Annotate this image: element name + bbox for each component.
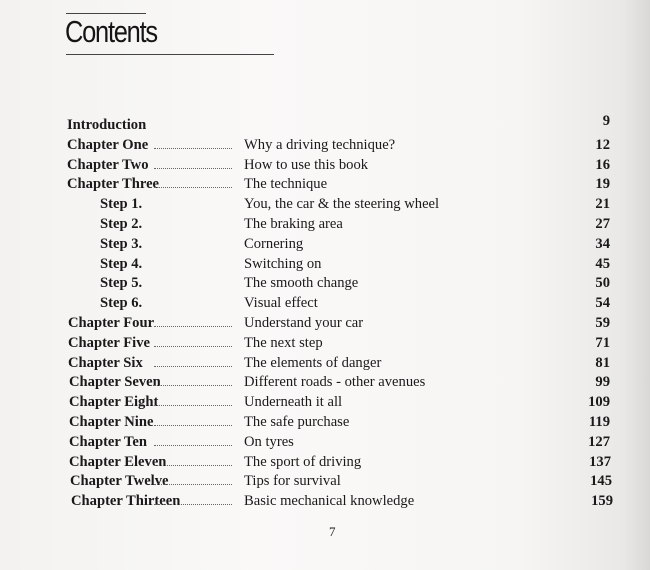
- toc-entry-title: The safe purchase: [244, 413, 350, 430]
- toc-entry-label: Chapter Five: [68, 334, 151, 351]
- toc-entry: [0, 472, 650, 492]
- toc-entry-page: 50: [595, 275, 610, 292]
- toc-entry-page: 99: [595, 374, 610, 391]
- toc-entry-label: Step 3.: [100, 235, 143, 252]
- toc-entry: [0, 314, 650, 334]
- dot-leader: [154, 445, 232, 446]
- toc-entry-title: Cornering: [244, 235, 304, 252]
- toc-entry-label: Chapter Twelve: [70, 473, 169, 490]
- toc-entry-label: Introduction: [67, 117, 147, 133]
- toc-entry-title: The braking area: [244, 215, 343, 232]
- toc-entry: [0, 492, 650, 512]
- toc-entry: [0, 354, 650, 374]
- toc-entry-title: The technique: [244, 176, 328, 193]
- toc-entry-title: The smooth change: [244, 275, 359, 292]
- toc-entry-label: Step 1.: [100, 196, 143, 213]
- dot-leader: [154, 326, 232, 327]
- dot-leader: [154, 148, 232, 149]
- toc-entry-label: Step 6.: [100, 295, 143, 312]
- toc-entry-page: 45: [595, 255, 610, 272]
- toc-entry: [0, 175, 650, 195]
- toc-entry-title: Switching on: [244, 255, 322, 272]
- toc-entry-title: On tyres: [244, 433, 294, 450]
- toc-entry-label: Step 4.: [100, 255, 143, 272]
- toc-entry-label: Chapter Ten: [69, 433, 147, 450]
- dot-leader: [154, 504, 232, 505]
- toc-entry: [0, 156, 650, 176]
- toc-entry-label: Step 5.: [100, 275, 143, 292]
- toc-entry-label: Chapter Two: [67, 156, 149, 173]
- toc-entry-label: Step 2.: [100, 215, 143, 232]
- toc-entry-label: Chapter Thirteen: [71, 493, 181, 510]
- toc-entry-title: The sport of driving: [244, 453, 362, 470]
- toc-entry: [0, 136, 650, 156]
- toc-entry-page: 127: [588, 433, 610, 450]
- toc-entry-label: Chapter Six: [68, 354, 143, 371]
- dot-leader: [154, 168, 232, 169]
- toc-entry-label: Chapter Seven: [69, 374, 161, 391]
- toc-entry-page: 71: [595, 334, 610, 351]
- toc-entry: [0, 215, 650, 235]
- toc-entry: [0, 373, 650, 393]
- toc-entry: [0, 334, 650, 354]
- toc-entry-label: Chapter Four: [68, 314, 155, 331]
- toc-entry-label: Chapter Eleven: [69, 453, 167, 470]
- toc-entry-label: Chapter Nine: [69, 413, 154, 430]
- toc-entry: [0, 413, 650, 433]
- toc-entry-page: 34: [595, 235, 610, 252]
- toc-entry-title: Why a driving technique?: [244, 136, 396, 153]
- toc-entry-page: 159: [591, 493, 613, 510]
- toc-entry-page: 137: [589, 453, 611, 470]
- dot-leader: [154, 385, 232, 386]
- dot-leader: [154, 366, 232, 367]
- dot-leader: [154, 425, 232, 426]
- dot-leader: [154, 465, 232, 466]
- toc-entry: [0, 113, 650, 136]
- toc-entry-page: 27: [595, 215, 610, 232]
- toc-entry: [0, 274, 650, 294]
- toc-entry: [0, 433, 650, 453]
- dot-leader: [154, 187, 232, 188]
- toc-entry-page: 16: [595, 156, 610, 173]
- dot-leader: [154, 405, 232, 406]
- toc-entry-label: Chapter Eight: [69, 394, 159, 411]
- toc-entry: [0, 195, 650, 215]
- dot-leader: [154, 346, 232, 347]
- page-title: Contents: [65, 14, 157, 49]
- toc-entry-label: Chapter One: [67, 136, 149, 153]
- toc-entry-title: Different roads - other avenues: [244, 374, 426, 391]
- toc-entry-page: 59: [595, 314, 610, 331]
- toc-entry-title: Understand your car: [244, 314, 364, 331]
- toc-entry: [0, 235, 650, 255]
- toc-entry-page: 19: [595, 176, 610, 193]
- toc-entry-page: 21: [595, 196, 610, 213]
- toc-entry-page: 9: [602, 113, 610, 129]
- page-number: 7: [329, 524, 336, 539]
- toc-entry-title: The next step: [244, 334, 323, 351]
- toc-entry-title: How to use this book: [244, 156, 369, 173]
- toc-entry: [0, 453, 650, 473]
- toc-entry-title: Underneath it all: [244, 394, 343, 411]
- toc-entry-page: 81: [595, 354, 610, 371]
- toc-entry-title: Visual effect: [244, 295, 318, 312]
- toc-entry-page: 109: [588, 394, 610, 411]
- toc-entry-title: You, the car & the steering wheel: [244, 196, 440, 213]
- toc-entry-page: 145: [590, 473, 612, 490]
- toc-entry: [0, 393, 650, 413]
- table-of-contents: [0, 113, 650, 512]
- toc-entry-title: Tips for survival: [244, 473, 341, 490]
- toc-entry-page: 54: [595, 295, 610, 312]
- toc-entry: [0, 294, 650, 314]
- toc-entry: [0, 255, 650, 275]
- toc-entry-title: Basic mechanical knowledge: [244, 493, 415, 510]
- toc-entry-page: 12: [595, 136, 610, 153]
- toc-entry-title: The elements of danger: [244, 354, 382, 371]
- toc-entry-label: Chapter Three: [67, 176, 160, 193]
- heading-rule-bottom: [66, 54, 274, 55]
- dot-leader: [154, 484, 232, 485]
- toc-entry-page: 119: [588, 413, 610, 430]
